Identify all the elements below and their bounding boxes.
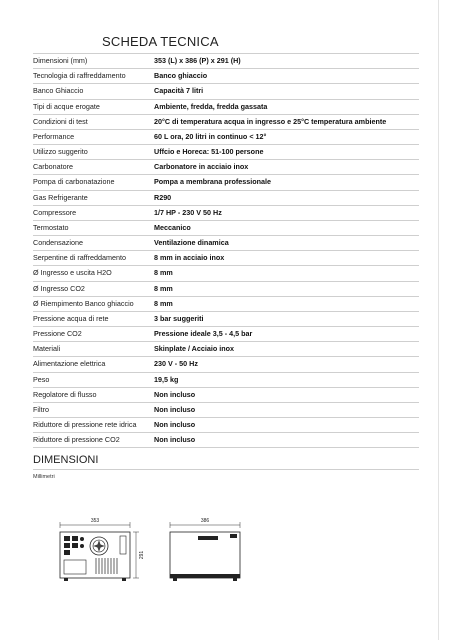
spec-key: Tecnologia di raffreddamento: [33, 71, 126, 81]
spec-value: 1/7 HP - 230 V 50 Hz: [154, 207, 222, 217]
front-view-drawing: [52, 512, 150, 584]
spec-value: 60 L ora, 20 litri in continuo < 12°: [154, 131, 267, 141]
spec-key: Banco Ghiaccio: [33, 86, 84, 96]
spec-key: Carbonatore: [33, 162, 73, 172]
spec-row: [33, 373, 419, 388]
spec-value: 19,5 kg: [154, 374, 179, 384]
spec-table: [33, 53, 419, 448]
side-slot: [198, 536, 218, 540]
spec-value: Ambiente, fredda, fredda gassata: [154, 101, 268, 111]
spec-value: Pressione ideale 3,5 - 4,5 bar: [154, 329, 253, 339]
spec-key: Filtro: [33, 404, 49, 414]
spec-value: Non incluso: [154, 389, 196, 399]
spec-value: Non incluso: [154, 404, 196, 414]
spec-row: [33, 115, 419, 130]
spec-value: Uffcio e Horeca: 51-100 persone: [154, 147, 264, 157]
spec-key: Regolatore di flusso: [33, 389, 97, 399]
spec-key: Gas Refrigerante: [33, 192, 88, 202]
spec-row: [33, 130, 419, 145]
spec-value: Non incluso: [154, 420, 196, 430]
spec-key: Termostato: [33, 222, 69, 232]
page-edge-rule: [438, 0, 439, 640]
foot: [173, 578, 177, 581]
front-height-label: 291: [139, 550, 145, 560]
spec-value: 230 V - 50 Hz: [154, 359, 198, 369]
spec-row: [33, 297, 419, 312]
spec-key: Pressione CO2: [33, 329, 82, 339]
spec-row: [33, 145, 419, 160]
spec-value: Banco ghiaccio: [154, 71, 208, 81]
spec-row: [33, 312, 419, 327]
spec-key: Serpentine di raffreddamento: [33, 253, 126, 263]
dimensions-divider: [33, 469, 419, 470]
spec-value: 8 mm in acciaio inox: [154, 253, 225, 263]
spec-value: Non incluso: [154, 435, 196, 445]
spec-key: Dimensioni (mm): [33, 56, 88, 65]
spec-key: Condensazione: [33, 238, 83, 248]
side-depth-label: 386: [200, 518, 210, 524]
spec-key: Alimentazione elettrica: [33, 359, 106, 369]
spec-key: Performance: [33, 131, 75, 141]
spec-row: [33, 84, 419, 99]
foot: [64, 578, 68, 581]
spec-row: [33, 69, 419, 84]
spec-key: Tipi di acque erogate: [33, 101, 100, 111]
spec-key: Materiali: [33, 344, 61, 354]
side-view-drawing: [160, 512, 250, 584]
spec-value: Capacità 7 litri: [154, 86, 204, 96]
spec-key: Peso: [33, 374, 50, 384]
spec-row: [33, 342, 419, 357]
spec-row: [33, 100, 419, 115]
spec-value: R290: [154, 192, 172, 202]
spec-value: Skinplate / Acciaio inox: [154, 344, 235, 354]
spec-value: 3 bar suggeriti: [154, 313, 204, 323]
spec-row: [33, 251, 419, 266]
spec-key: Riduttore di pressione rete idrica: [33, 420, 137, 430]
spec-row: [33, 54, 419, 69]
spec-row: [33, 357, 419, 372]
spec-key: Compressore: [33, 207, 77, 217]
spec-key: Pompa di carbonatazione: [33, 177, 115, 187]
spec-key: Utilizzo suggerito: [33, 147, 88, 157]
spec-value: Meccanico: [154, 222, 191, 232]
spec-key: Riduttore di pressione CO2: [33, 435, 120, 445]
spec-value: Carbonatore in acciaio inox: [154, 162, 249, 172]
spec-row: [33, 206, 419, 221]
spec-value: 20°C di temperatura acqua in ingresso e 25°C temperatura ambiente: [154, 116, 387, 126]
spec-title: SCHEDA TECNICA: [102, 34, 219, 49]
spec-row: [33, 236, 419, 251]
dimensions-title: DIMENSIONI: [33, 454, 99, 466]
front-width-label: 353: [90, 518, 100, 524]
spec-row: [33, 403, 419, 418]
spec-value: 353 (L) x 386 (P) x 291 (H): [154, 56, 241, 65]
spec-row: [33, 191, 419, 206]
spec-value: Pompa a membrana professionale: [154, 177, 272, 187]
spec-value: Ventilazione dinamica: [154, 238, 229, 248]
spec-key: Ø Ingresso e uscita H2O: [33, 268, 112, 278]
spec-row: [33, 327, 419, 342]
spec-key: Condizioni di test: [33, 116, 88, 126]
spec-key: Ø Ingresso CO2: [33, 283, 85, 293]
spec-row: [33, 175, 419, 190]
spec-row: [33, 160, 419, 175]
spec-row: [33, 433, 419, 448]
spec-key: Ø Riempimento Banco ghiaccio: [33, 298, 134, 308]
fitting-icon: [64, 536, 70, 541]
spec-value: 8 mm: [154, 283, 173, 293]
spec-value: 8 mm: [154, 268, 173, 278]
dimensions-unit-label: Millimetri: [33, 474, 55, 480]
spec-row: [33, 282, 419, 297]
spec-key: Pressione acqua di rete: [33, 313, 109, 323]
spec-value: 8 mm: [154, 298, 173, 308]
spec-row: [33, 266, 419, 281]
spec-row: [33, 388, 419, 403]
spec-row: [33, 221, 419, 236]
spec-row: [33, 418, 419, 433]
